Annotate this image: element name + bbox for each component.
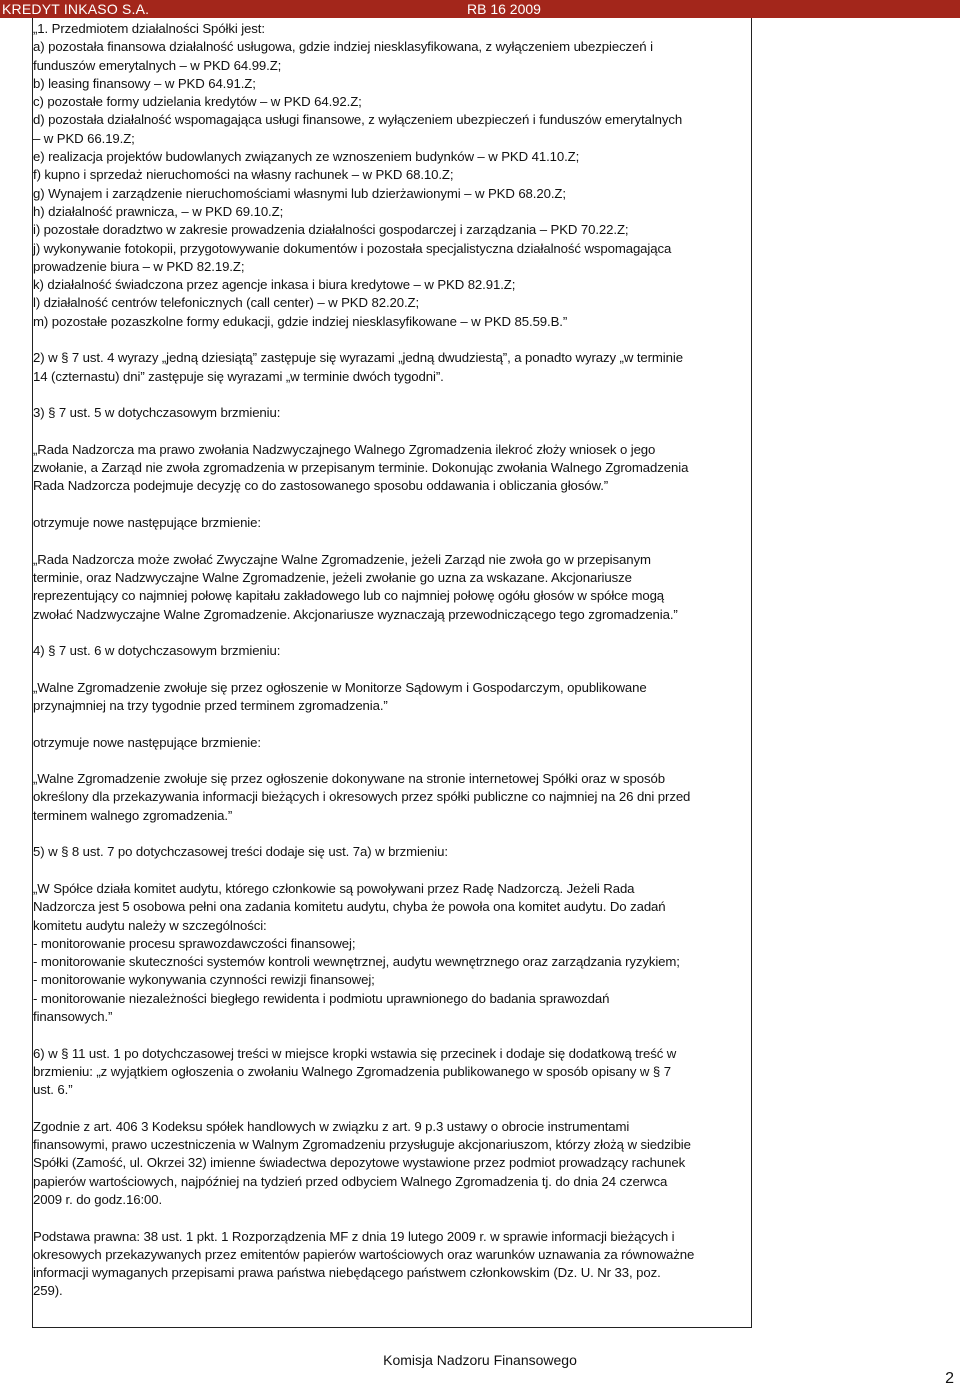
body-line: – w PKD 66.19.Z; (33, 130, 135, 146)
body-line: h) działalność prawnicza, – w PKD 69.10.Z; (33, 203, 284, 219)
body-line: 6) w § 11 ust. 1 po dotychczasowej treści w miejsce kropki wstawia się przecinek i dodaje się dodatkową treść w (33, 1045, 677, 1061)
blank-line (33, 1026, 755, 1044)
body-line: 14 (czternastu) dni” zastępuje się wyrazami „w terminie dwóch tygodni”. (33, 368, 444, 384)
report-header-bar (0, 0, 960, 18)
blank-line (33, 331, 755, 349)
body-line: k) działalność świadczona przez agencje inkasa i biura kredytowe – w PKD 82.91.Z; (33, 277, 516, 293)
body-line: prowadzenie biura – w PKD 82.19.Z; (33, 258, 245, 274)
body-line: i) pozostałe doradztwo w zakresie prowadzenia działalności gospodarczej i zarządzania – PKD 70.22.Z; (33, 222, 629, 238)
blank-line (33, 423, 755, 441)
body-line: Nadzorcza jest 5 osobowa pełni ona zadania komitetu audytu, chyba że powoła ona komitet audytu. Do zadań (33, 899, 666, 915)
body-line: f) kupno i sprzedaż nieruchomości na własny rachunek – w PKD 68.10.Z; (33, 167, 454, 183)
body-line: Spółki (Zamość, ul. Okrzei 32) imienne świadectwa depozytowe wystawione przez podmiot prowadzący rachunek (33, 1155, 686, 1171)
body-line: a) pozostała finansowa działalność usługowa, gdzie indziej niesklasyfikowana, z wyłączeniem ubezpieczeń i (33, 39, 653, 55)
body-line: „1. Przedmiotem działalności Spółki jest: (33, 21, 265, 36)
body-line: „Walne Zgromadzenie zwołuje się przez ogłoszenie dokonywane na stronie internetowej Spółki oraz w sposób (33, 771, 665, 787)
body-line: „Rada Nadzorcza ma prawo zwołania Nadzwyczajnego Walnego Zgromadzenia ilekroć złoży wniosek o jego (33, 441, 656, 457)
body-line: j) wykonywanie fotokopii, przygotowywanie dokumentów i pozostała specjalistyczna działalność wspomagająca (33, 240, 672, 256)
body-line: papierów wartościowych, najpóźniej na tydzień przed odbyciem Walnego Zgromadzenia tj. do dnia 24 czerwca (33, 1173, 668, 1189)
body-line: finansowymi, prawo uczestniczenia w Walnym Zgromadzeniu przysługuje akcjonariuszom, którzy złożą w siedzibie (33, 1137, 691, 1153)
body-line: terminem walnego zgromadzenia.” (33, 807, 233, 823)
blank-line (33, 1209, 755, 1227)
body-line: m) pozostałe pozaszkolne formy edukacji, gdzie indziej niesklasyfikowane – w PKD 85.59.B.” (33, 313, 568, 329)
blank-line (33, 715, 755, 733)
body-line: otrzymuje nowe następujące brzmienie: (33, 515, 261, 531)
body-line: 2) w § 7 ust. 4 wyrazy „jedną dziesiątą” zastępuje się wyrazami „jedną dwudziestą”, a ponadto wyrazy „w terminie (33, 350, 683, 366)
page-number: 2 (945, 1370, 954, 1387)
body-line: b) leasing finansowy – w PKD 64.91.Z; (33, 75, 256, 91)
report-number: RB 16 2009 (467, 1, 541, 17)
body-line: zwołać Nadzwyczajne Walne Zgromadzenie. Akcjonariusze wyznaczają przewodniczącego tego zgromadzenia.” (33, 606, 678, 622)
body-line: „Walne Zgromadzenie zwołuje się przez ogłoszenie w Monitorze Sądowym i Gospodarczym, opublikowane (33, 679, 647, 695)
blank-line (33, 1100, 755, 1118)
body-line: Podstawa prawna: 38 ust. 1 pkt. 1 Rozporządzenia MF z dnia 19 lutego 2009 r. w sprawie informacji bieżących i (33, 1228, 675, 1244)
blank-line (33, 752, 755, 770)
body-line: informacji wymaganych przepisami prawa państwa niebędącego państwem członkowskim (Dz. U. Nr 33, poz. (33, 1265, 661, 1281)
body-line: - monitorowanie skuteczności systemów kontroli wewnętrznej, audytu wewnętrznego oraz zarządzania ryzykiem; (33, 954, 680, 970)
body-line: funduszów emerytalnych – w PKD 64.99.Z; (33, 57, 282, 73)
blank-line (33, 862, 755, 880)
blank-line (33, 825, 755, 843)
body-line: 3) § 7 ust. 5 w dotychczasowym brzmieniu: (33, 405, 281, 421)
blank-line (33, 496, 755, 514)
body-line: reprezentujący co najmniej połowę kapitału zakładowego lub co najmniej połowę ogółu głosów w spółce mogą (33, 588, 665, 604)
body-line: - monitorowanie wykonywania czynności rewizji finansowej; (33, 972, 375, 988)
blank-line (33, 386, 755, 404)
blank-line (33, 532, 755, 550)
body-line: komitetu audytu należy w szczególności: (33, 917, 267, 933)
body-line: c) pozostałe formy udzielania kredytów – w PKD 64.92.Z; (33, 94, 362, 110)
document-body (33, 20, 755, 1301)
body-line: l) działalność centrów telefonicznych (call center) – w PKD 82.20.Z; (33, 295, 420, 311)
body-line: e) realizacja projektów budowlanych związanych ze wznoszeniem budynków – w PKD 41.10.Z; (33, 149, 580, 165)
body-line: d) pozostała działalność wspomagająca usługi finansowe, z wyłączeniem ubezpieczeń i funduszów emerytalnych (33, 112, 683, 128)
body-line: 259). (33, 1283, 63, 1299)
body-line: „W Spółce działa komitet audytu, którego członkowie są powoływani przez Radę Nadzorczą. Jeżeli Rada (33, 880, 635, 896)
company-name: KREDYT INKASO S.A. (2, 1, 150, 17)
body-line: brzmieniu: „z wyjątkiem ogłoszenia o zwołaniu Walnego Zgromadzenia publikowanego w sposób opisany w § 7 (33, 1063, 671, 1079)
body-line: - monitorowanie niezależności biegłego rewidenta i podmiotu uprawnionego do badania sprawozdań (33, 990, 610, 1006)
body-line: okresowych przekazywanych przez emitentów papierów wartościowych oraz warunków uznawania za równoważne (33, 1246, 695, 1262)
body-line: 2009 r. do godz.16:00. (33, 1192, 163, 1207)
body-line: otrzymuje nowe następujące brzmienie: (33, 734, 261, 750)
body-line: „Rada Nadzorcza może zwołać Zwyczajne Walne Zgromadzenie, jeżeli Zarząd nie zwoła go w przepisanym (33, 551, 651, 567)
body-line: zwołanie, a Zarząd nie zwoła zgromadzenia w przepisanym terminie. Dokonując zwołania Walnego Zgromadzenia (33, 460, 689, 476)
body-line: określony dla przekazywania informacji bieżących i okresowych przez spółki publiczne co najmniej na 26 dni przed (33, 789, 691, 805)
blank-line (33, 624, 755, 642)
body-line: ust. 6.” (33, 1082, 73, 1098)
body-line: 5) w § 8 ust. 7 po dotychczasowej treści dodaje się ust. 7a) w brzmieniu: (33, 844, 448, 860)
blank-line (33, 660, 755, 678)
body-line: Rada Nadzorcza podejmuje decyzję co do zastosowanego sposobu oddawania i obliczania głosów.” (33, 478, 609, 494)
body-line: finansowych.” (33, 1009, 113, 1025)
body-line: - monitorowanie procesu sprawozdawczości finansowej; (33, 935, 356, 951)
body-line: Zgodnie z art. 406 3 Kodeksu spółek handlowych w związku z art. 9 p.3 ustawy o obrocie instrumentami (33, 1118, 630, 1134)
footer-authority: Komisja Nadzoru Finansowego (383, 1352, 577, 1368)
body-line: terminie, oraz Nadzwyczajne Walne Zgromadzenie, jeżeli zwołanie go uzna za wskazane. Akcjonariusze (33, 569, 632, 585)
body-line: 4) § 7 ust. 6 w dotychczasowym brzmieniu: (33, 643, 281, 659)
body-line: przynajmniej na trzy tygodnie przed terminem zgromadzenia.” (33, 697, 388, 713)
body-line: g) Wynajem i zarządzenie nieruchomościami własnymi lub dzierżawionymi – w PKD 68.20.Z; (33, 185, 566, 201)
